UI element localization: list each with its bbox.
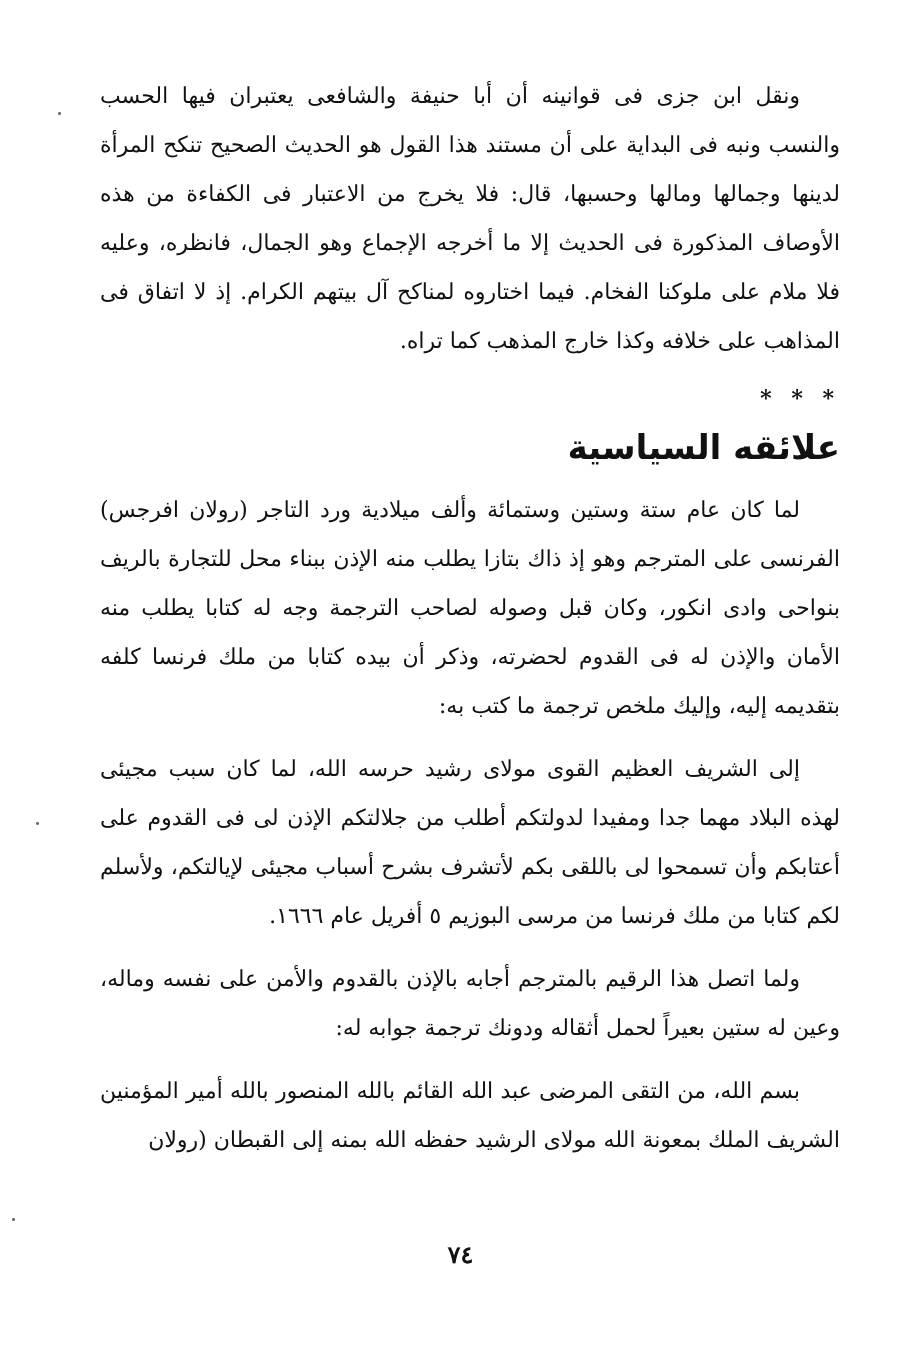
section-title: علائقه السياسية [567, 428, 840, 468]
paragraph-reply-intro: ولما اتصل هذا الرقيم بالمترجم أجابه بالإذن بالقدوم والأمن على نفسه وماله، وعين له ستين بعيراً لحمل أثقاله ودونك ترجمة جوابه له: [100, 967, 840, 1041]
paragraph-merchant: لما كان عام ستة وستين وستمائة وألف ميلادية ورد التاجر (رولان افرجس) الفرنسى على المترجم وهو إذ ذاك بتازا يطلب منه الإذن ببناء محل للتجارة بالريف بنواحى وادى انكور، وكان قبل وصوله لصاحب الترجمة وجه له كتابا يطلب منه الأمان والإذن له فى القدوم لحضرته، وذكر أن بيده كتابا من ملك فرنسا كلفه بتقديمه إليه، وإليك ملخص ترجمة ما كتب به: [100, 498, 840, 719]
scan-speck [36, 822, 39, 825]
section-separator: * * * [760, 386, 840, 412]
paragraph-letter-translation: إلى الشريف العظيم القوى مولاى رشيد حرسه الله، لما كان سبب مجيئى لهذه البلاد مهما جدا ومفيدا لدولتكم أطلب من جلالتكم الإذن لى فى القدوم على أعتابكم وأن تسمحوا لى باللقى بكم لأتشرف بشرح أسباب مجيئى لإيالتكم، ولأسلم لكم كتابا من ملك فرنسا من مرسى البوزيم ٥ أفريل عام ١٦٦٦. [100, 757, 840, 929]
page-body [100, 72, 840, 1165]
paragraph-kafaa: ونقل ابن جزى فى قوانينه أن أبا حنيفة والشافعى يعتبران فيها الحسب والنسب ونبه فى البداية على أن مستند هذا القول هو الحديث الصحيح تنكح المرأة لدينها وجمالها ومالها وحسبها، قال: فلا يخرج من الاعتبار فى الكفاءة من هذه الأوصاف المذكورة فى الحديث إلا ما أخرجه الإجماع وهو الجمال، فانظره، وعليه فلا ملام على ملوكنا الفخام. فيما اختاروه لمناكح آل بيتهم الكرام. إذ لا اتفاق فى المذاهب على خلافه وكذا خارج المذهب كما تراه. [100, 84, 841, 354]
paragraph-reply-letter: بسم الله، من التقى المرضى عبد الله القائم بالله المنصور بالله أمير المؤمنين الشريف الملك بمعونة الله مولاى الرشيد حفظه الله بمنه إلى القبطان (رولان [100, 1079, 840, 1153]
scan-speck [58, 112, 61, 115]
page-number: ٧٤ [447, 1240, 474, 1269]
scan-speck [12, 1218, 15, 1221]
